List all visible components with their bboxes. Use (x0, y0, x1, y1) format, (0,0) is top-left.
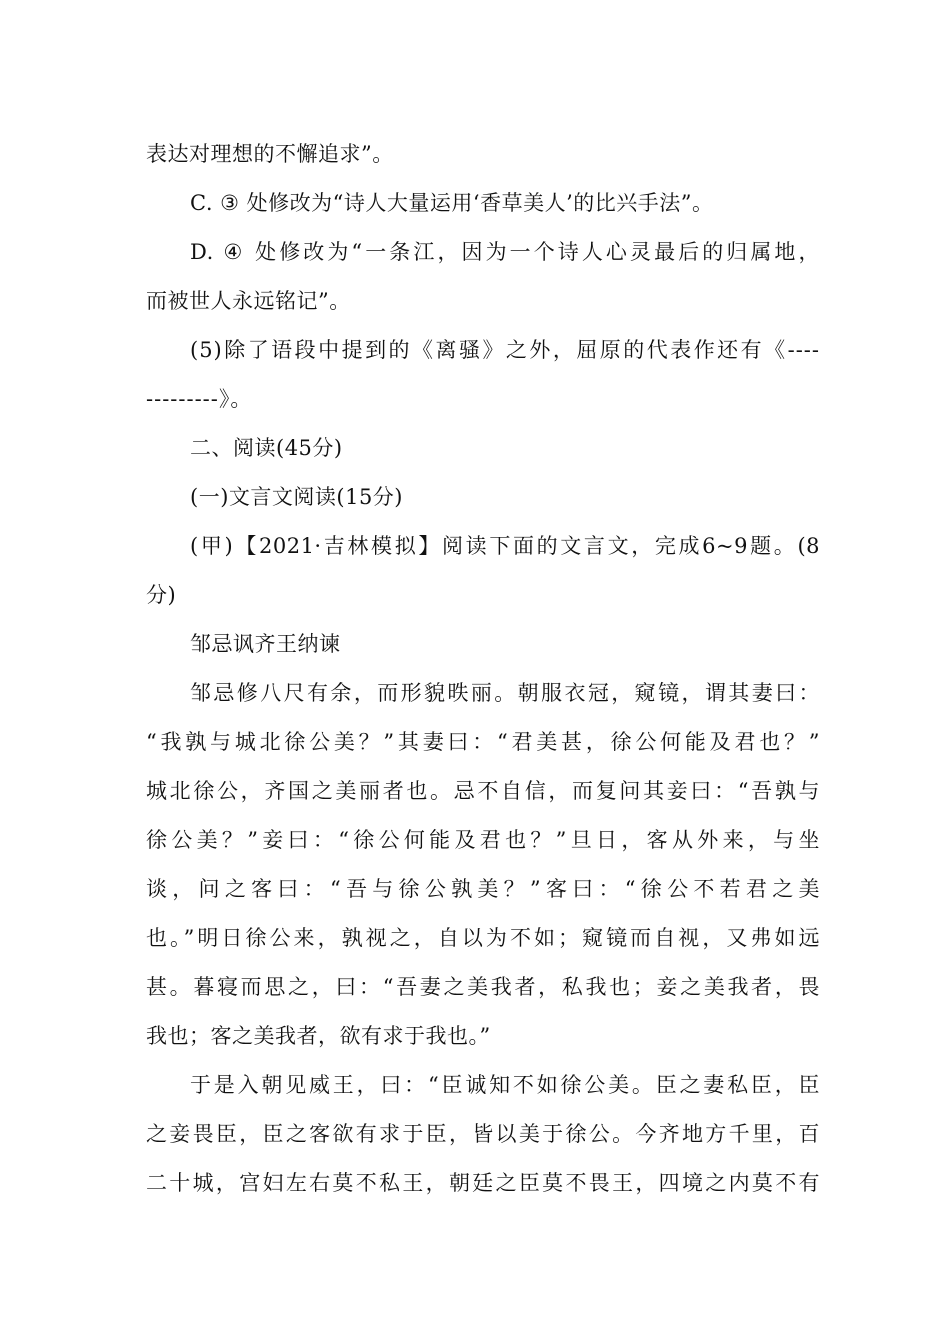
passage-line: 城北徐公，齐国之美丽者也。忌不自信，而复问其妾曰：“吾孰与 (146, 779, 820, 803)
passage-line: “我孰与城北徐公美？”其妻曰：“君美甚，徐公何能及君也？” (146, 730, 820, 754)
subsection-heading-classical: (一)文言文阅读(15分) (190, 485, 403, 509)
passage-title: 邹忌讽齐王纳谏 (190, 632, 341, 656)
passage-line: 徐公美？”妾曰：“徐公何能及君也？”旦日，客从外来，与坐 (146, 828, 820, 852)
passage-line: 也。”明日徐公来，孰视之，自以为不如；窥镜而自视，又弗如远 (146, 926, 820, 950)
section-heading-reading: 二、阅读(45分) (190, 436, 343, 460)
question-5-continuation: ---------》。 (146, 387, 253, 411)
passage-line: 之妾畏臣，臣之客欲有求于臣，皆以美于徐公。今齐地方千里，百 (146, 1122, 820, 1146)
passage-line: 我也；客之美我者，欲有求于我也。” (146, 1024, 491, 1048)
passage-line: 于是入朝见威王，曰：“臣诚知不如徐公美。臣之妻私臣，臣 (190, 1073, 820, 1097)
reading-instruction: (甲)【2021·吉林模拟】阅读下面的文言文，完成6~9题。(8 (190, 534, 820, 558)
text-line-continuation: 表达对理想的不懈追求”。 (146, 142, 394, 166)
passage-line: 邹忌修八尺有余，而形貌昳丽。朝服衣冠，窥镜，谓其妻曰： (190, 681, 820, 705)
passage-line: 二十城，宫妇左右莫不私王，朝廷之臣莫不畏王，四境之内莫不有 (146, 1171, 820, 1195)
option-d-continuation: 而被世人永远铭记”。 (146, 289, 351, 313)
passage-line: 谈，问之客曰：“吾与徐公孰美？”客曰：“徐公不若君之美 (146, 877, 820, 901)
question-5: (5)除了语段中提到的《离骚》之外，屈原的代表作还有《---- (190, 338, 820, 362)
reading-instruction-continuation: 分) (146, 583, 177, 607)
passage-line: 甚。暮寝而思之，曰：“吾妻之美我者，私我也；妾之美我者，畏 (146, 975, 820, 999)
option-c: C. ③ 处修改为“诗人大量运用‘香草美人’的比兴手法”。 (190, 191, 714, 215)
option-d: D. ④ 处修改为“一条江，因为一个诗人心灵最后的归属地， (190, 240, 820, 264)
